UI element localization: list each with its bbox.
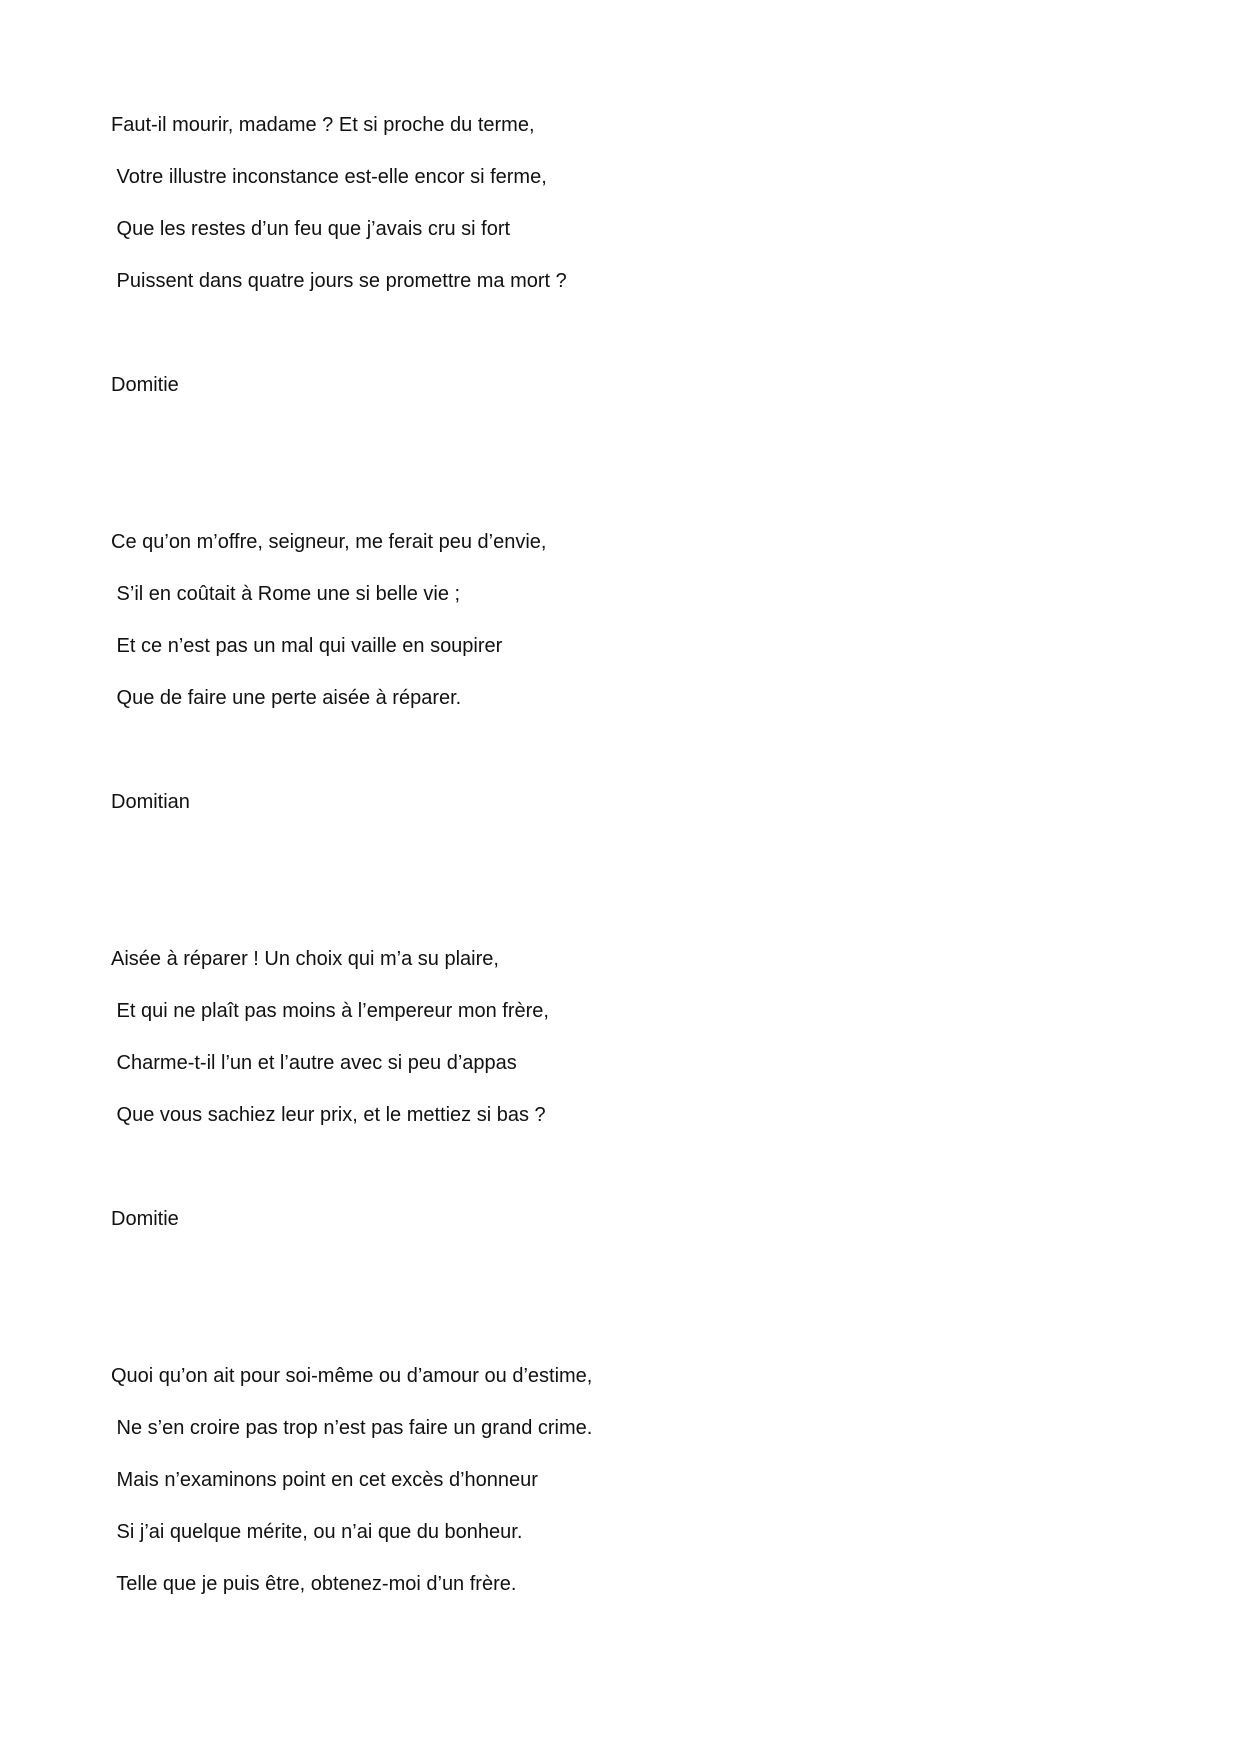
verse-line: Faut-il mourir, madame ? Et si proche du terme, xyxy=(111,114,535,136)
verse-line: Telle que je puis être, obtenez-moi d’un frère. xyxy=(111,1573,517,1595)
speaker-name: Domitie xyxy=(111,374,179,396)
verse-line: Votre illustre inconstance est-elle encor si ferme, xyxy=(111,166,547,188)
verse-line: Quoi qu’on ait pour soi-même ou d’amour ou d’estime, xyxy=(111,1365,593,1387)
verse-line: Et qui ne plaît pas moins à l’empereur mon frère, xyxy=(111,1000,549,1022)
verse-line: Que de faire une perte aisée à réparer. xyxy=(111,687,462,709)
verse-line: Puissent dans quatre jours se promettre ma mort ? xyxy=(111,270,567,292)
speaker-name: Domitian xyxy=(111,791,190,813)
verse-line: Mais n’examinons point en cet excès d’honneur xyxy=(111,1469,538,1491)
verse-line: Que les restes d’un feu que j’avais cru si fort xyxy=(111,218,511,240)
verse-line: S’il en coûtait à Rome une si belle vie ; xyxy=(111,583,461,605)
verse-line: Si j’ai quelque mérite, ou n’ai que du bonheur. xyxy=(111,1521,523,1543)
verse-line: Charme-t-il l’un et l’autre avec si peu d’appas xyxy=(111,1052,517,1074)
verse-line: Ne s’en croire pas trop n’est pas faire un grand crime. xyxy=(111,1417,593,1439)
verse-line: Aisée à réparer ! Un choix qui m’a su plaire, xyxy=(111,948,499,970)
verse-line: Et ce n’est pas un mal qui vaille en soupirer xyxy=(111,635,503,657)
speaker-name: Domitie xyxy=(111,1208,179,1230)
verse-line: Que vous sachiez leur prix, et le mettiez si bas ? xyxy=(111,1104,546,1126)
verse-line: Ce qu’on m’offre, seigneur, me ferait peu d’envie, xyxy=(111,531,547,553)
